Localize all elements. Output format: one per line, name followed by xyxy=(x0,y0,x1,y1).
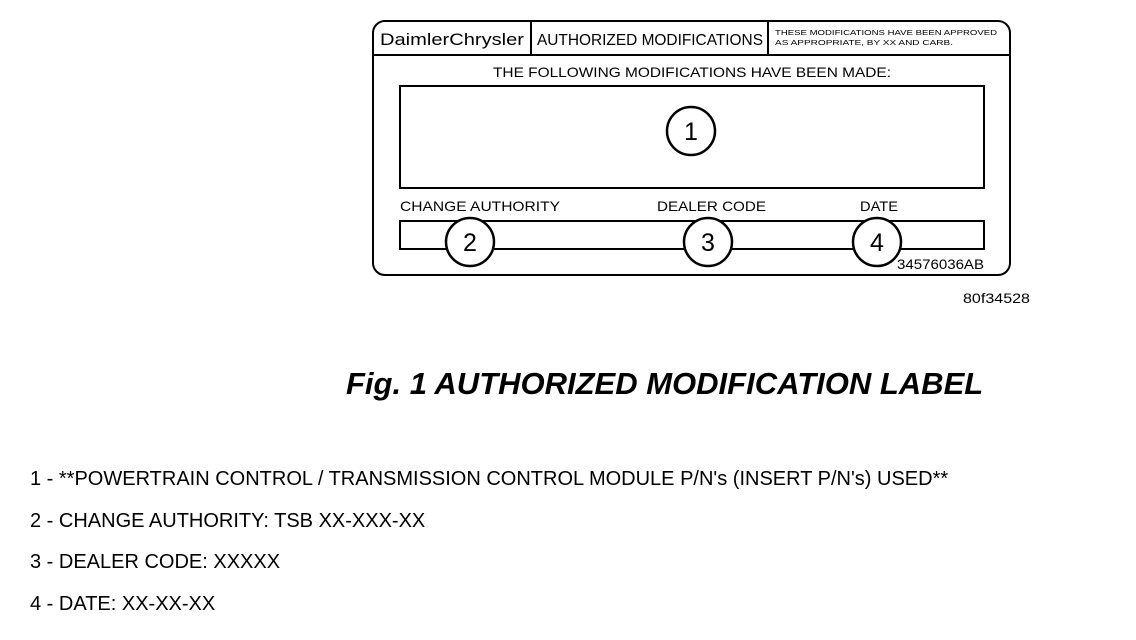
legend-item-1: 1 - **POWERTRAIN CONTROL / TRANSMISSION CONTROL MODULE P/N's (INSERT P/N's) USED** xyxy=(30,468,949,490)
legend-item-2: 2 - CHANGE AUTHORITY: TSB XX-XXX-XX xyxy=(30,509,426,532)
part-code: 34576036AB xyxy=(897,256,984,272)
callout-3-number: 3 xyxy=(701,229,715,257)
field-label-dealer-code: DEALER CODE xyxy=(657,198,766,214)
approval-line-2: AS APPROPRIATE, BY XX AND CARB. xyxy=(775,38,953,47)
callout-3 xyxy=(684,218,732,266)
field-label-date: DATE xyxy=(860,198,898,214)
callout-2 xyxy=(446,218,494,266)
figure-id: 80f34528 xyxy=(963,290,1031,306)
callout-4 xyxy=(853,218,901,266)
callout-1 xyxy=(667,107,715,155)
header-title: AUTHORIZED MODIFICATIONS xyxy=(537,32,763,49)
brand-text: DaimlerChrysler xyxy=(380,30,525,49)
instruction-text: THE FOLLOWING MODIFICATIONS HAVE BEEN MADE: xyxy=(493,64,891,80)
callout-4-number: 4 xyxy=(870,229,884,257)
legend-item-3: 3 - DEALER CODE: XXXXX xyxy=(30,551,281,573)
callout-2-number: 2 xyxy=(463,229,477,257)
approval-line-1: THESE MODIFICATIONS HAVE BEEN APPROVED xyxy=(775,28,998,37)
figure-caption: Fig. 1 AUTHORIZED MODIFICATION LABEL xyxy=(346,366,984,401)
legend-item-4: 4 - DATE: XX-XX-XX xyxy=(30,592,216,615)
callout-1-number: 1 xyxy=(684,118,698,146)
field-label-change-authority: CHANGE AUTHORITY xyxy=(400,198,561,214)
callout-legend xyxy=(30,459,948,625)
